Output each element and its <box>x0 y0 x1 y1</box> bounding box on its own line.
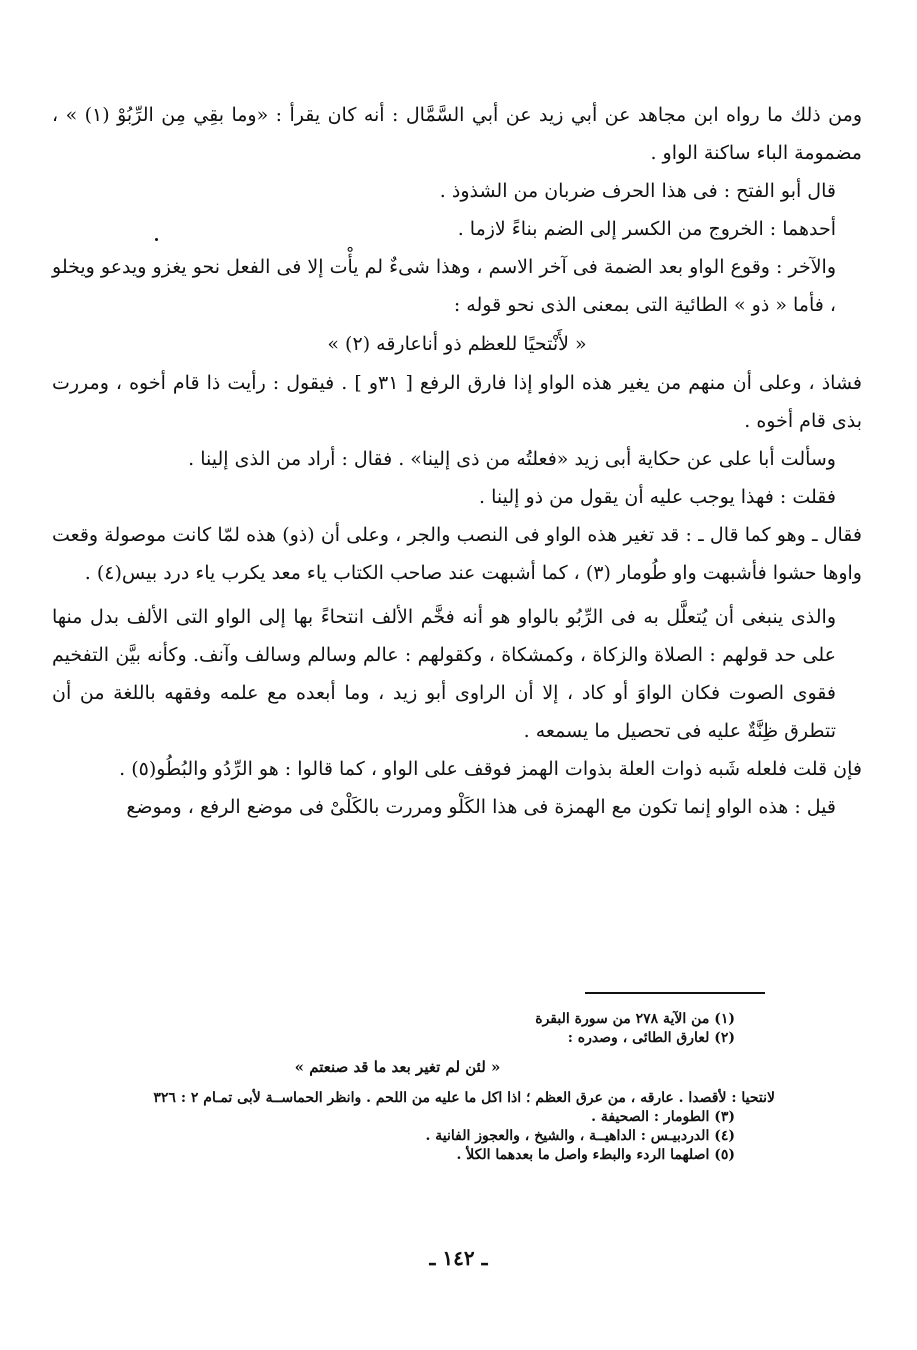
paragraph-2: قال أبو الفتح : فى هذا الحرف ضربان من الشذوذ . <box>439 180 836 202</box>
footnote-rule <box>585 992 765 994</box>
page-number: ـ ١٤٢ ـ <box>429 1246 488 1270</box>
footnote-4: (٤) الدردبيـس : الداهيــة ، والشيخ ، والعجوز الفانية . <box>425 1128 735 1144</box>
paragraph-4: والآخر : وقوع الواو بعد الضمة فى آخر الاسم ، وهذا شىءٌ لم يأْت إلا فى الفعل نحو يغزو ويدعو ويخلو ، فأما « ذو » الطائية التى بمعنى الذى نحو قوله : <box>52 256 836 316</box>
ink-speck <box>155 238 158 241</box>
paragraph-5: فشاذ ، وعلى أن منهم من يغير هذه الواو إذا فارق الرفع [ ٣١و ] . فيقول : رأيت ذا قام أخوه ، ومررت بذى قام أخوه . <box>52 372 862 432</box>
footnote-2-verse: « لئن لم تغير بعد ما قد صنعتم » <box>294 1058 501 1076</box>
paragraph-1: ومن ذلك ما رواه ابن مجاهد عن أبي زيد عن أبي السَّمَّال : أنه كان يقرأ : «وما بقِي مِن الرِّبُوْ (١) » ، مضمومة الباء ساكنة الواو . <box>52 104 862 164</box>
paragraph-10: فإن قلت فلعله شَبه ذوات العلة بذوات الهمز فوقف على الواو ، كما قالوا : هو الرِّدُو والبُطُو(٥) . <box>119 758 862 780</box>
verse-line: « لأَنْتحيًا للعظم ذو أناعارقه (٢) » <box>327 333 587 355</box>
paragraph-9: والذى ينبغى أن يُتعلَّل به فى الرِّبُو بالواو هو أنه فخَّم الألف انتحاءً بها إلى الواو التى الألف بدل منها على حد قولهم : الصلاة والزكاة ، وكمشكاة ، وكقولهم : عالم وسالم وسالف وآنف. وكأنه بيَّن التفخيم فقوى الصوت فكان الواوَ أو كاد ، إلا أن الراوى أبو زيد ، وما أبعده مع علمه وفقهه باللغة من أن تتطرق ظِنَّةٌ عليه فى تحصيل ما يسمعه . <box>52 606 836 742</box>
footnote-2-gloss: لانتحيا : لأقصدا . عارقه ، من عرق العظم ؛ اذا اكل ما عليه من اللحم . وانظر الحماســة لأبى تمـام ٢ : ٣٢٦ <box>153 1090 775 1106</box>
paragraph-8: فقال ـ وهو كما قال ـ : قد تغير هذه الواو فى النصب والجر ، وعلى أن (ذو) هذه لمّا كانت موصولة وقعت واوها حشوا فأشبهت واو طُومار (٣) ، كما أشبهت عند صاحب الكتاب ياء معد يكرب ياء درد بيس(٤) . <box>52 524 862 584</box>
paragraph-3: أحدهما : الخروج من الكسر إلى الضم بناءً لازما . <box>457 218 836 240</box>
footnote-2: (٢) لعارق الطائى ، وصدره : <box>567 1030 735 1046</box>
footnotes <box>60 1010 775 1165</box>
footnote-5: (٥) اصلهما الردء والبطء واصل ما بعدهما الكلأ . <box>456 1147 735 1163</box>
paragraph-7: فقلت : فهذا يوجب عليه أن يقول من ذو إلينا . <box>479 486 836 508</box>
main-text <box>52 96 862 826</box>
paragraph-6: وسألت أبا على عن حكاية أبى زيد «فعلتُه من ذى إلينا» . فقال : أراد من الذى إلينا . <box>188 448 836 470</box>
footnote-1: (١) من الآية ٢٧٨ من سورة البقرة <box>535 1011 735 1027</box>
paragraph-11: قيل : هذه الواو إنما تكون مع الهمزة فى هذا الكَلْو ومررت بالكَلْىْ فى موضع الرفع ، وموضع <box>126 796 836 818</box>
footnote-3: (٣) الطومار : الصحيفة . <box>591 1109 735 1125</box>
